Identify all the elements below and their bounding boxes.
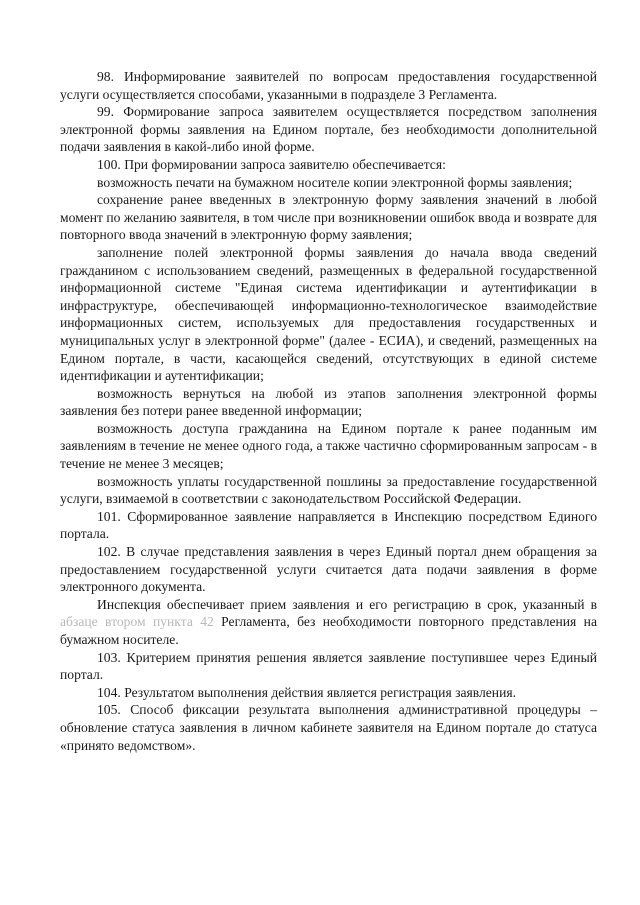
- paragraph-100-fee-payment: возможность уплаты государственной пошлины за предоставление государственной услуги, взимаемой в соответствии с законодательством Российской Федерации.: [60, 473, 597, 507]
- paragraph-100-return-stage: возможность вернуться на любой из этапов заполнения электронной формы заявления без потери ранее введенной информации;: [60, 385, 597, 419]
- paragraph-99: 99. Формирование запроса заявителем осуществляется посредством заполнения электронной формы заявления на Едином портале, без необходимости дополнительной подачи заявления в какой-либо иной форме.: [60, 104, 597, 155]
- paragraph-100-save-values: сохранение ранее введенных в электронную форму заявления значений в любой момент по желанию заявителя, в том числе при возникновении ошибок ввода и возврате для повторного ввода значений в электронную форму заявления;: [60, 192, 597, 243]
- inspection-text-before: Инспекция обеспечивает прием заявления и его регистрацию в срок, указанный в: [97, 596, 597, 612]
- paragraph-102: 102. В случае представления заявления в через Единый портал днем обращения за предоставлением государственной услуги считается дата подачи заявления в форме электронного документа.: [60, 544, 597, 595]
- paragraph-98: 98. Информирование заявителей по вопросам предоставления государственной услуги осуществляется способами, указанными в подразделе 3 Регламента.: [60, 69, 597, 102]
- faded-reference-link[interactable]: абзаце втором пункта 42: [60, 614, 214, 630]
- paragraph-100-access-history: возможность доступа гражданина на Едином портале к ранее поданным им заявлениям в течение не менее одного года, а также частично сформированным запросам - в течение не менее 3 месяцев;: [60, 420, 597, 472]
- paragraph-104: 104. Результатом выполнения действия является регистрация заявления.: [97, 684, 517, 700]
- paragraph-100-esia-fill: заполнение полей электронной формы заявления до начала ввода сведений гражданином с использованием сведений, размещенных в федеральной государственной информационной системе "Единая система идентификации и аутентификации в инфраструктуре, обеспечивающей информационно-технологическое взаимодействие информационных систем, используемых для предоставления государственных и муниципальных услуг в электронной форме" (далее - ЕСИА), и сведений, размещенных на Едином портале, в части, касающейся сведений, отсутствующих в единой системе идентификации и аутентификации;: [60, 244, 597, 384]
- paragraph-100-print-copy: возможность печати на бумажном носителе копии электронной формы заявления;: [97, 174, 573, 190]
- document-page: [60, 68, 597, 754]
- paragraph-100: 100. При формировании запроса заявителю обеспечивается:: [97, 156, 446, 172]
- paragraph-103: 103. Критерием принятия решения является заявление поступившее через Единый портал.: [60, 649, 597, 683]
- paragraph-inspection: [60, 596, 597, 649]
- inspection-text-after: Регламента, без необходимости повторного представления на бумажном носителе.: [60, 614, 597, 647]
- paragraph-101: 101. Сформированное заявление направляется в Инспекцию посредством Единого портала.: [60, 508, 597, 542]
- paragraph-105: 105. Способ фиксации результата выполнения административной процедуры – обновление статуса заявления в личном кабинете заявителя на Едином портале до статуса «принято ведомством».: [60, 702, 597, 753]
